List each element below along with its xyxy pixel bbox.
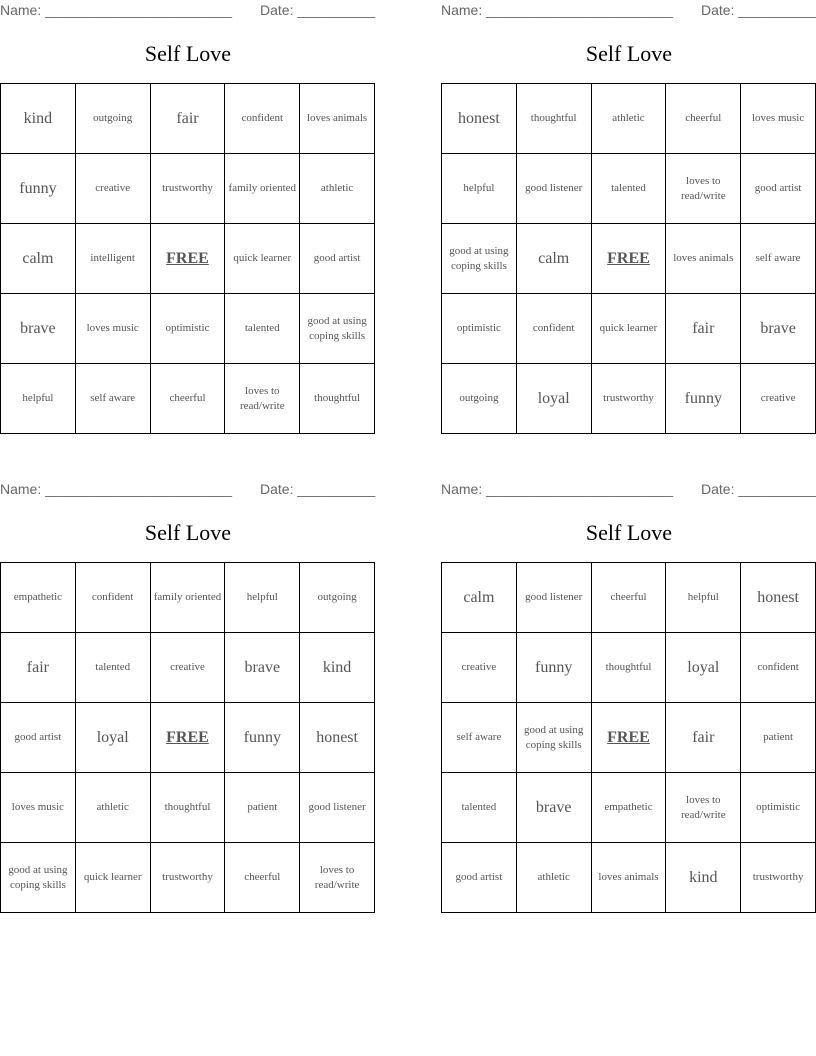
bingo-cell: funny bbox=[666, 364, 741, 434]
bingo-cell: creative bbox=[151, 633, 226, 703]
bingo-cell: thoughtful bbox=[300, 364, 375, 434]
bingo-cell: athletic bbox=[592, 84, 667, 154]
bingo-cell: quick learner bbox=[592, 294, 667, 364]
bingo-cell: quick learner bbox=[76, 843, 151, 913]
bingo-cell: good listener bbox=[300, 773, 375, 843]
bingo-cell: helpful bbox=[225, 563, 300, 633]
bingo-cell: confident bbox=[517, 294, 592, 364]
bingo-cell: empathetic bbox=[592, 773, 667, 843]
bingo-cell: self aware bbox=[76, 364, 151, 434]
bingo-cell: funny bbox=[225, 703, 300, 773]
name-date-line bbox=[0, 2, 376, 20]
bingo-cell: fair bbox=[151, 84, 226, 154]
name-field-label: Name: ________________________ bbox=[441, 2, 673, 18]
card-title: Self Love bbox=[585, 520, 673, 545]
bingo-cell: honest bbox=[300, 703, 375, 773]
bingo-cell: self aware bbox=[741, 224, 816, 294]
bingo-cell: confident bbox=[741, 633, 816, 703]
bingo-cell: loves to read/write bbox=[225, 364, 300, 434]
bingo-cell: loyal bbox=[76, 703, 151, 773]
bingo-cell: cheerful bbox=[592, 563, 667, 633]
bingo-cell: honest bbox=[442, 84, 517, 154]
free-space-cell: FREE bbox=[592, 224, 667, 294]
bingo-cell: fair bbox=[666, 703, 741, 773]
bingo-cell: loves animals bbox=[300, 84, 375, 154]
bingo-cell: empathetic bbox=[1, 563, 76, 633]
bingo-cell: intelligent bbox=[76, 224, 151, 294]
date-field-label: Date: __________ bbox=[701, 481, 816, 497]
date-field-label: Date: __________ bbox=[701, 2, 816, 18]
bingo-cell: talented bbox=[442, 773, 517, 843]
bingo-cell: good at using coping skills bbox=[1, 843, 76, 913]
bingo-cell: loyal bbox=[666, 633, 741, 703]
bingo-cell: kind bbox=[1, 84, 76, 154]
bingo-cell: cheerful bbox=[666, 84, 741, 154]
bingo-cell: trustworthy bbox=[151, 154, 226, 224]
bingo-cell: good artist bbox=[1, 703, 76, 773]
bingo-cell: thoughtful bbox=[517, 84, 592, 154]
name-date-line bbox=[441, 2, 816, 20]
bingo-cell: creative bbox=[76, 154, 151, 224]
free-space-cell: FREE bbox=[151, 224, 226, 294]
name-date-line bbox=[441, 481, 816, 499]
bingo-cell: fair bbox=[666, 294, 741, 364]
bingo-cell: fair bbox=[1, 633, 76, 703]
bingo-grid bbox=[441, 83, 816, 434]
bingo-cell: optimistic bbox=[741, 773, 816, 843]
bingo-cell: good artist bbox=[741, 154, 816, 224]
bingo-cell: loves animals bbox=[592, 843, 667, 913]
bingo-cell: good at using coping skills bbox=[442, 224, 517, 294]
bingo-cell: calm bbox=[442, 563, 517, 633]
bingo-cell: funny bbox=[517, 633, 592, 703]
bingo-cell: brave bbox=[1, 294, 76, 364]
bingo-cell: good artist bbox=[300, 224, 375, 294]
bingo-cell: outgoing bbox=[442, 364, 517, 434]
bingo-cell: kind bbox=[300, 633, 375, 703]
bingo-cell: cheerful bbox=[225, 843, 300, 913]
bingo-cell: creative bbox=[741, 364, 816, 434]
bingo-cell: confident bbox=[225, 84, 300, 154]
bingo-cell: helpful bbox=[666, 563, 741, 633]
bingo-cell: brave bbox=[517, 773, 592, 843]
bingo-cell: thoughtful bbox=[151, 773, 226, 843]
bingo-cell: talented bbox=[225, 294, 300, 364]
bingo-cell: quick learner bbox=[225, 224, 300, 294]
bingo-cell: thoughtful bbox=[592, 633, 667, 703]
card-title: Self Love bbox=[144, 520, 232, 545]
bingo-cell: optimistic bbox=[151, 294, 226, 364]
bingo-cell: outgoing bbox=[76, 84, 151, 154]
bingo-cell: trustworthy bbox=[592, 364, 667, 434]
bingo-cell: trustworthy bbox=[151, 843, 226, 913]
bingo-cell: good at using coping skills bbox=[517, 703, 592, 773]
bingo-cell: good artist bbox=[442, 843, 517, 913]
bingo-cell: athletic bbox=[300, 154, 375, 224]
bingo-cell: confident bbox=[76, 563, 151, 633]
bingo-cell: creative bbox=[442, 633, 517, 703]
bingo-cell: talented bbox=[76, 633, 151, 703]
bingo-cell: brave bbox=[741, 294, 816, 364]
bingo-cell: brave bbox=[225, 633, 300, 703]
bingo-cell: good listener bbox=[517, 154, 592, 224]
bingo-cell: trustworthy bbox=[741, 843, 816, 913]
bingo-cell: calm bbox=[517, 224, 592, 294]
name-field-label: Name: ________________________ bbox=[0, 481, 232, 497]
bingo-cell: loves to read/write bbox=[666, 154, 741, 224]
bingo-cell: self aware bbox=[442, 703, 517, 773]
bingo-cell: good at using coping skills bbox=[300, 294, 375, 364]
free-space-cell: FREE bbox=[592, 703, 667, 773]
bingo-cell: loves to read/write bbox=[666, 773, 741, 843]
bingo-cell: athletic bbox=[76, 773, 151, 843]
bingo-cell: optimistic bbox=[442, 294, 517, 364]
bingo-cell: outgoing bbox=[300, 563, 375, 633]
bingo-cell: helpful bbox=[442, 154, 517, 224]
card-title: Self Love bbox=[585, 41, 673, 66]
bingo-grid bbox=[0, 562, 375, 913]
bingo-cell: patient bbox=[741, 703, 816, 773]
bingo-cell: family oriented bbox=[225, 154, 300, 224]
bingo-cell: talented bbox=[592, 154, 667, 224]
bingo-cell: funny bbox=[1, 154, 76, 224]
bingo-cell: patient bbox=[225, 773, 300, 843]
bingo-grid bbox=[441, 562, 816, 913]
name-field-label: Name: ________________________ bbox=[441, 481, 673, 497]
bingo-cell: helpful bbox=[1, 364, 76, 434]
bingo-cell: loves music bbox=[1, 773, 76, 843]
free-space-cell: FREE bbox=[151, 703, 226, 773]
bingo-cell: calm bbox=[1, 224, 76, 294]
name-field-label: Name: ________________________ bbox=[0, 2, 232, 18]
bingo-cell: athletic bbox=[517, 843, 592, 913]
bingo-cell: loves music bbox=[741, 84, 816, 154]
bingo-cell: family oriented bbox=[151, 563, 226, 633]
bingo-grid bbox=[0, 83, 375, 434]
name-date-line bbox=[0, 481, 376, 499]
bingo-cell: loyal bbox=[517, 364, 592, 434]
bingo-cell: good listener bbox=[517, 563, 592, 633]
bingo-cell: loves music bbox=[76, 294, 151, 364]
bingo-cell: honest bbox=[741, 563, 816, 633]
card-title: Self Love bbox=[144, 41, 232, 66]
bingo-cell: kind bbox=[666, 843, 741, 913]
bingo-cell: loves animals bbox=[666, 224, 741, 294]
date-field-label: Date: __________ bbox=[260, 481, 376, 497]
date-field-label: Date: __________ bbox=[260, 2, 376, 18]
bingo-cell: cheerful bbox=[151, 364, 226, 434]
bingo-cell: loves to read/write bbox=[300, 843, 375, 913]
